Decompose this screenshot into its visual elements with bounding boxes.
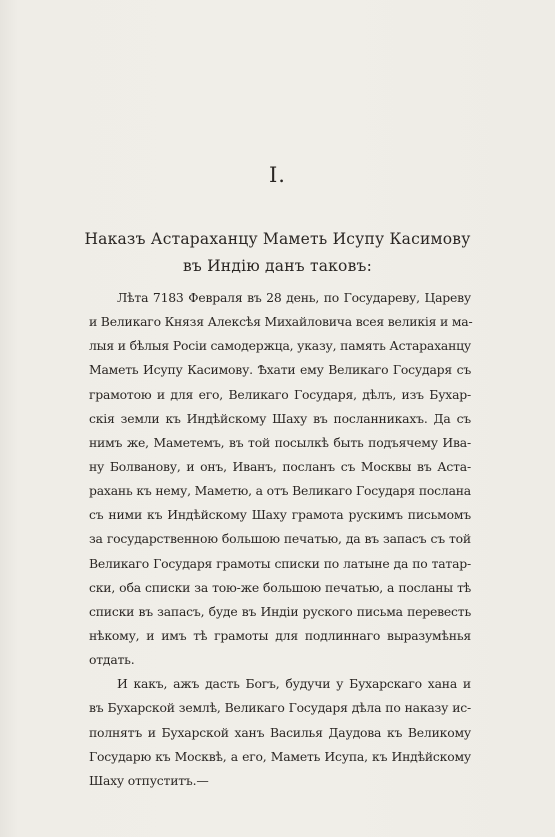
text-line: Лѣта 7183 Февраля въ 28 день, по Государеву, Цареву	[117, 290, 471, 305]
text-line: списки въ запасъ, буде въ Индіи руского письма перевесть	[89, 603, 471, 619]
text-line: И какъ, ажъ дасть Богъ, будучи у Бухарскаго хана и	[117, 676, 471, 692]
text-line: въ Бухарской землѣ, Великаго Государя дѣла по наказу ис-	[89, 700, 471, 716]
text-line: за государственною большою печатью, да въ запасъ съ той	[89, 531, 471, 547]
text-line: полнятъ и Бухарской ханъ Василья Даудова къ Великому	[89, 724, 471, 740]
text-line: ски, оба списки за тою-же большою печатью, а посланы тѣ	[89, 579, 471, 595]
text-line: рахань къ нему, Маметю, а отъ Великаго Государя послана	[89, 483, 471, 499]
text-line: Маметь Исупу Касимову. Ѣхати ему Великаго Государя съ	[89, 362, 471, 378]
text-line: скія земли къ Индѣйскому Шаху въ посланникахъ. Да съ	[89, 410, 471, 426]
document-title	[60, 226, 495, 280]
text-line: нѣкому, и имъ тѣ грамоты для подлиннаго выразумѣнья	[89, 627, 471, 643]
paragraph-2	[89, 672, 471, 793]
text-line: Шаху отпуститъ.—	[89, 772, 209, 788]
text-line: лыя и бѣлыя Росіи самодержца, указу, память Астараханцу	[89, 338, 471, 354]
text-line: Великаго Государя грамоты списки по латыне да по татар-	[89, 555, 471, 571]
text-line: грамотою и для его, Великаго Государя, дѣлъ, изъ Бухар-	[89, 386, 471, 402]
text-line: съ ними къ Индѣйскому Шаху грамота рускимъ письмомъ	[89, 507, 471, 523]
title-line: Наказъ Астараханцу Маметь Исупу Касимову	[84, 230, 471, 248]
text-line: ну Болванову, и онъ, Иванъ, посланъ съ Москвы въ Аста-	[89, 458, 471, 474]
title-line: въ Индію данъ таковъ:	[182, 257, 373, 275]
section-numeral: I.	[269, 163, 286, 187]
text-line: отдать.	[89, 652, 135, 668]
text-line: Государю къ Москвѣ, а его, Маметь Исупа, къ Индѣйскому	[89, 748, 471, 764]
text-line: и Великаго Князя Алексѣя Михайловича всея великія и ма-	[89, 314, 473, 330]
document-body	[89, 286, 471, 793]
text-line: нимъ же, Маметемъ, въ той посылкѣ быть подъячему Ива-	[89, 434, 471, 450]
paragraph-1	[89, 286, 471, 672]
